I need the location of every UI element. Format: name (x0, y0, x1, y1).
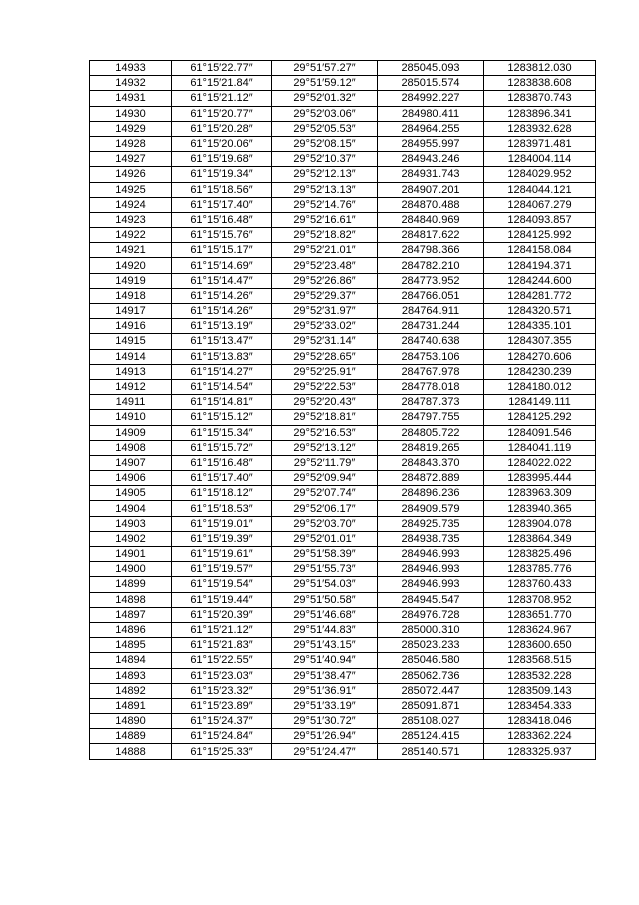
point-number-cell: 14913 (90, 364, 172, 379)
latitude-cell: 61°15′14.26″ (172, 304, 272, 319)
latitude-cell: 61°15′17.40″ (172, 471, 272, 486)
x-coordinate-cell: 284925.735 (378, 516, 484, 531)
latitude-cell: 61°15′24.37″ (172, 714, 272, 729)
latitude-cell: 61°15′14.47″ (172, 273, 272, 288)
latitude-cell: 61°15′19.54″ (172, 577, 272, 592)
x-coordinate-cell: 284778.018 (378, 379, 484, 394)
x-coordinate-cell: 284817.622 (378, 228, 484, 243)
x-coordinate-cell: 285091.871 (378, 698, 484, 713)
x-coordinate-cell: 285045.093 (378, 61, 484, 76)
y-coordinate-cell: 1283971.481 (484, 136, 596, 151)
longitude-cell: 29°51′24.47″ (272, 744, 378, 759)
point-number-cell: 14910 (90, 410, 172, 425)
y-coordinate-cell: 1284335.101 (484, 319, 596, 334)
point-number-cell: 14926 (90, 167, 172, 182)
table-row (90, 622, 596, 637)
longitude-cell: 29°52′09.94″ (272, 471, 378, 486)
y-coordinate-cell: 1283362.224 (484, 729, 596, 744)
longitude-cell: 29°51′57.27″ (272, 61, 378, 76)
y-coordinate-cell: 1283418.046 (484, 714, 596, 729)
latitude-cell: 61°15′20.39″ (172, 607, 272, 622)
coordinates-table-body (90, 61, 596, 760)
point-number-cell: 14889 (90, 729, 172, 744)
longitude-cell: 29°51′44.83″ (272, 622, 378, 637)
y-coordinate-cell: 1283838.608 (484, 76, 596, 91)
point-number-cell: 14919 (90, 273, 172, 288)
table-row (90, 562, 596, 577)
table-row (90, 334, 596, 349)
x-coordinate-cell: 284767.978 (378, 364, 484, 379)
point-number-cell: 14920 (90, 258, 172, 273)
y-coordinate-cell: 1284067.279 (484, 197, 596, 212)
table-row (90, 395, 596, 410)
table-row (90, 471, 596, 486)
x-coordinate-cell: 284955.997 (378, 136, 484, 151)
y-coordinate-cell: 1283509.143 (484, 683, 596, 698)
latitude-cell: 61°15′14.81″ (172, 395, 272, 410)
x-coordinate-cell: 284840.969 (378, 212, 484, 227)
longitude-cell: 29°51′55.73″ (272, 562, 378, 577)
longitude-cell: 29°52′23.48″ (272, 258, 378, 273)
point-number-cell: 14893 (90, 668, 172, 683)
x-coordinate-cell: 284797.755 (378, 410, 484, 425)
table-row (90, 76, 596, 91)
point-number-cell: 14927 (90, 152, 172, 167)
point-number-cell: 14888 (90, 744, 172, 759)
y-coordinate-cell: 1283963.309 (484, 486, 596, 501)
table-row (90, 106, 596, 121)
x-coordinate-cell: 284805.722 (378, 425, 484, 440)
x-coordinate-cell: 284872.889 (378, 471, 484, 486)
y-coordinate-cell: 1284320.571 (484, 304, 596, 319)
latitude-cell: 61°15′20.77″ (172, 106, 272, 121)
y-coordinate-cell: 1283932.628 (484, 121, 596, 136)
x-coordinate-cell: 284819.265 (378, 440, 484, 455)
y-coordinate-cell: 1283995.444 (484, 471, 596, 486)
x-coordinate-cell: 284976.728 (378, 607, 484, 622)
latitude-cell: 61°15′15.34″ (172, 425, 272, 440)
y-coordinate-cell: 1283708.952 (484, 592, 596, 607)
y-coordinate-cell: 1284125.292 (484, 410, 596, 425)
longitude-cell: 29°52′20.43″ (272, 395, 378, 410)
y-coordinate-cell: 1284158.084 (484, 243, 596, 258)
latitude-cell: 61°15′18.12″ (172, 486, 272, 501)
x-coordinate-cell: 284764.911 (378, 304, 484, 319)
point-number-cell: 14924 (90, 197, 172, 212)
latitude-cell: 61°15′22.55″ (172, 653, 272, 668)
latitude-cell: 61°15′14.54″ (172, 379, 272, 394)
y-coordinate-cell: 1284022.022 (484, 455, 596, 470)
x-coordinate-cell: 284909.579 (378, 501, 484, 516)
x-coordinate-cell: 284964.255 (378, 121, 484, 136)
x-coordinate-cell: 284740.638 (378, 334, 484, 349)
point-number-cell: 14918 (90, 288, 172, 303)
table-row (90, 744, 596, 759)
y-coordinate-cell: 1283904.078 (484, 516, 596, 531)
point-number-cell: 14898 (90, 592, 172, 607)
table-row (90, 531, 596, 546)
point-number-cell: 14903 (90, 516, 172, 531)
point-number-cell: 14897 (90, 607, 172, 622)
latitude-cell: 61°15′14.26″ (172, 288, 272, 303)
coordinates-table (89, 60, 596, 760)
table-row (90, 516, 596, 531)
point-number-cell: 14916 (90, 319, 172, 334)
y-coordinate-cell: 1284281.772 (484, 288, 596, 303)
table-row (90, 197, 596, 212)
x-coordinate-cell: 285108.027 (378, 714, 484, 729)
table-row (90, 653, 596, 668)
y-coordinate-cell: 1284125.992 (484, 228, 596, 243)
table-row (90, 607, 596, 622)
longitude-cell: 29°52′14.76″ (272, 197, 378, 212)
y-coordinate-cell: 1284004.114 (484, 152, 596, 167)
table-row (90, 243, 596, 258)
x-coordinate-cell: 284870.488 (378, 197, 484, 212)
latitude-cell: 61°15′19.34″ (172, 167, 272, 182)
y-coordinate-cell: 1284270.606 (484, 349, 596, 364)
longitude-cell: 29°52′05.53″ (272, 121, 378, 136)
longitude-cell: 29°52′16.53″ (272, 425, 378, 440)
point-number-cell: 14921 (90, 243, 172, 258)
y-coordinate-cell: 1283870.743 (484, 91, 596, 106)
x-coordinate-cell: 285046.580 (378, 653, 484, 668)
y-coordinate-cell: 1283896.341 (484, 106, 596, 121)
table-row (90, 668, 596, 683)
x-coordinate-cell: 284753.106 (378, 349, 484, 364)
point-number-cell: 14925 (90, 182, 172, 197)
longitude-cell: 29°52′28.65″ (272, 349, 378, 364)
latitude-cell: 61°15′23.32″ (172, 683, 272, 698)
table-row (90, 729, 596, 744)
latitude-cell: 61°15′19.61″ (172, 547, 272, 562)
table-row (90, 486, 596, 501)
latitude-cell: 61°15′22.77″ (172, 61, 272, 76)
y-coordinate-cell: 1283454.333 (484, 698, 596, 713)
point-number-cell: 14896 (90, 622, 172, 637)
latitude-cell: 61°15′21.12″ (172, 622, 272, 637)
point-number-cell: 14904 (90, 501, 172, 516)
y-coordinate-cell: 1283785.776 (484, 562, 596, 577)
y-coordinate-cell: 1283760.433 (484, 577, 596, 592)
latitude-cell: 61°15′15.76″ (172, 228, 272, 243)
table-row (90, 592, 596, 607)
longitude-cell: 29°52′10.37″ (272, 152, 378, 167)
table-row (90, 228, 596, 243)
table-row (90, 304, 596, 319)
y-coordinate-cell: 1284194.371 (484, 258, 596, 273)
coordinates-document (89, 60, 596, 760)
latitude-cell: 61°15′14.27″ (172, 364, 272, 379)
y-coordinate-cell: 1283812.030 (484, 61, 596, 76)
x-coordinate-cell: 285023.233 (378, 638, 484, 653)
table-row (90, 683, 596, 698)
x-coordinate-cell: 284843.370 (378, 455, 484, 470)
table-row (90, 440, 596, 455)
y-coordinate-cell: 1283568.515 (484, 653, 596, 668)
latitude-cell: 61°15′15.12″ (172, 410, 272, 425)
table-row (90, 91, 596, 106)
point-number-cell: 14902 (90, 531, 172, 546)
table-row (90, 379, 596, 394)
latitude-cell: 61°15′25.33″ (172, 744, 272, 759)
table-row (90, 349, 596, 364)
x-coordinate-cell: 284731.244 (378, 319, 484, 334)
longitude-cell: 29°52′03.06″ (272, 106, 378, 121)
longitude-cell: 29°51′43.15″ (272, 638, 378, 653)
longitude-cell: 29°52′21.01″ (272, 243, 378, 258)
point-number-cell: 14922 (90, 228, 172, 243)
latitude-cell: 61°15′21.84″ (172, 76, 272, 91)
point-number-cell: 14891 (90, 698, 172, 713)
latitude-cell: 61°15′20.28″ (172, 121, 272, 136)
point-number-cell: 14908 (90, 440, 172, 455)
y-coordinate-cell: 1284180.012 (484, 379, 596, 394)
longitude-cell: 29°52′18.81″ (272, 410, 378, 425)
point-number-cell: 14928 (90, 136, 172, 151)
x-coordinate-cell: 284945.547 (378, 592, 484, 607)
longitude-cell: 29°52′26.86″ (272, 273, 378, 288)
point-number-cell: 14906 (90, 471, 172, 486)
point-number-cell: 14894 (90, 653, 172, 668)
y-coordinate-cell: 1283940.365 (484, 501, 596, 516)
table-row (90, 136, 596, 151)
table-row (90, 698, 596, 713)
longitude-cell: 29°52′01.01″ (272, 531, 378, 546)
y-coordinate-cell: 1284149.111 (484, 395, 596, 410)
latitude-cell: 61°15′21.83″ (172, 638, 272, 653)
table-row (90, 714, 596, 729)
latitude-cell: 61°15′13.47″ (172, 334, 272, 349)
table-row (90, 121, 596, 136)
table-row (90, 577, 596, 592)
y-coordinate-cell: 1284044.121 (484, 182, 596, 197)
table-row (90, 258, 596, 273)
longitude-cell: 29°51′54.03″ (272, 577, 378, 592)
latitude-cell: 61°15′16.48″ (172, 455, 272, 470)
x-coordinate-cell: 284782.210 (378, 258, 484, 273)
longitude-cell: 29°52′33.02″ (272, 319, 378, 334)
latitude-cell: 61°15′19.01″ (172, 516, 272, 531)
point-number-cell: 14892 (90, 683, 172, 698)
x-coordinate-cell: 285062.736 (378, 668, 484, 683)
y-coordinate-cell: 1283651.770 (484, 607, 596, 622)
y-coordinate-cell: 1284230.239 (484, 364, 596, 379)
table-row (90, 182, 596, 197)
table-row (90, 425, 596, 440)
longitude-cell: 29°51′58.39″ (272, 547, 378, 562)
longitude-cell: 29°52′29.37″ (272, 288, 378, 303)
x-coordinate-cell: 284896.236 (378, 486, 484, 501)
latitude-cell: 61°15′19.68″ (172, 152, 272, 167)
y-coordinate-cell: 1284041.119 (484, 440, 596, 455)
longitude-cell: 29°51′33.19″ (272, 698, 378, 713)
point-number-cell: 14900 (90, 562, 172, 577)
point-number-cell: 14905 (90, 486, 172, 501)
latitude-cell: 61°15′20.06″ (172, 136, 272, 151)
table-row (90, 152, 596, 167)
x-coordinate-cell: 284946.993 (378, 577, 484, 592)
y-coordinate-cell: 1283600.650 (484, 638, 596, 653)
latitude-cell: 61°15′13.19″ (172, 319, 272, 334)
point-number-cell: 14915 (90, 334, 172, 349)
table-row (90, 61, 596, 76)
longitude-cell: 29°52′06.17″ (272, 501, 378, 516)
longitude-cell: 29°52′13.12″ (272, 440, 378, 455)
latitude-cell: 61°15′16.48″ (172, 212, 272, 227)
longitude-cell: 29°51′26.94″ (272, 729, 378, 744)
x-coordinate-cell: 284943.246 (378, 152, 484, 167)
table-row (90, 547, 596, 562)
latitude-cell: 61°15′18.53″ (172, 501, 272, 516)
x-coordinate-cell: 285140.571 (378, 744, 484, 759)
longitude-cell: 29°51′46.68″ (272, 607, 378, 622)
table-row (90, 410, 596, 425)
longitude-cell: 29°52′12.13″ (272, 167, 378, 182)
latitude-cell: 61°15′15.17″ (172, 243, 272, 258)
point-number-cell: 14890 (90, 714, 172, 729)
y-coordinate-cell: 1284093.857 (484, 212, 596, 227)
longitude-cell: 29°51′38.47″ (272, 668, 378, 683)
longitude-cell: 29°52′16.61″ (272, 212, 378, 227)
latitude-cell: 61°15′14.69″ (172, 258, 272, 273)
longitude-cell: 29°51′59.12″ (272, 76, 378, 91)
longitude-cell: 29°52′18.82″ (272, 228, 378, 243)
x-coordinate-cell: 284798.366 (378, 243, 484, 258)
latitude-cell: 61°15′17.40″ (172, 197, 272, 212)
y-coordinate-cell: 1283532.228 (484, 668, 596, 683)
point-number-cell: 14914 (90, 349, 172, 364)
point-number-cell: 14895 (90, 638, 172, 653)
x-coordinate-cell: 284946.993 (378, 547, 484, 562)
point-number-cell: 14929 (90, 121, 172, 136)
latitude-cell: 61°15′19.44″ (172, 592, 272, 607)
point-number-cell: 14933 (90, 61, 172, 76)
longitude-cell: 29°51′30.72″ (272, 714, 378, 729)
point-number-cell: 14917 (90, 304, 172, 319)
point-number-cell: 14923 (90, 212, 172, 227)
x-coordinate-cell: 284938.735 (378, 531, 484, 546)
point-number-cell: 14909 (90, 425, 172, 440)
x-coordinate-cell: 284980.411 (378, 106, 484, 121)
table-row (90, 273, 596, 288)
latitude-cell: 61°15′23.89″ (172, 698, 272, 713)
longitude-cell: 29°52′07.74″ (272, 486, 378, 501)
latitude-cell: 61°15′21.12″ (172, 91, 272, 106)
y-coordinate-cell: 1284091.546 (484, 425, 596, 440)
x-coordinate-cell: 284766.051 (378, 288, 484, 303)
longitude-cell: 29°52′31.97″ (272, 304, 378, 319)
point-number-cell: 14911 (90, 395, 172, 410)
x-coordinate-cell: 284787.373 (378, 395, 484, 410)
longitude-cell: 29°51′40.94″ (272, 653, 378, 668)
y-coordinate-cell: 1283825.496 (484, 547, 596, 562)
x-coordinate-cell: 285000.310 (378, 622, 484, 637)
latitude-cell: 61°15′19.57″ (172, 562, 272, 577)
longitude-cell: 29°51′50.58″ (272, 592, 378, 607)
y-coordinate-cell: 1284307.355 (484, 334, 596, 349)
latitude-cell: 61°15′19.39″ (172, 531, 272, 546)
table-row (90, 319, 596, 334)
latitude-cell: 61°15′18.56″ (172, 182, 272, 197)
y-coordinate-cell: 1284029.952 (484, 167, 596, 182)
longitude-cell: 29°52′01.32″ (272, 91, 378, 106)
y-coordinate-cell: 1283864.349 (484, 531, 596, 546)
table-row (90, 501, 596, 516)
x-coordinate-cell: 285072.447 (378, 683, 484, 698)
point-number-cell: 14899 (90, 577, 172, 592)
x-coordinate-cell: 284946.993 (378, 562, 484, 577)
latitude-cell: 61°15′24.84″ (172, 729, 272, 744)
longitude-cell: 29°52′03.70″ (272, 516, 378, 531)
x-coordinate-cell: 284907.201 (378, 182, 484, 197)
table-row (90, 638, 596, 653)
point-number-cell: 14912 (90, 379, 172, 394)
longitude-cell: 29°52′25.91″ (272, 364, 378, 379)
x-coordinate-cell: 284931.743 (378, 167, 484, 182)
y-coordinate-cell: 1283624.967 (484, 622, 596, 637)
longitude-cell: 29°51′36.91″ (272, 683, 378, 698)
point-number-cell: 14901 (90, 547, 172, 562)
x-coordinate-cell: 284992.227 (378, 91, 484, 106)
longitude-cell: 29°52′11.79″ (272, 455, 378, 470)
latitude-cell: 61°15′23.03″ (172, 668, 272, 683)
point-number-cell: 14931 (90, 91, 172, 106)
x-coordinate-cell: 285015.574 (378, 76, 484, 91)
x-coordinate-cell: 285124.415 (378, 729, 484, 744)
longitude-cell: 29°52′31.14″ (272, 334, 378, 349)
longitude-cell: 29°52′13.13″ (272, 182, 378, 197)
longitude-cell: 29°52′22.53″ (272, 379, 378, 394)
longitude-cell: 29°52′08.15″ (272, 136, 378, 151)
table-row (90, 167, 596, 182)
point-number-cell: 14907 (90, 455, 172, 470)
point-number-cell: 14932 (90, 76, 172, 91)
y-coordinate-cell: 1283325.937 (484, 744, 596, 759)
table-row (90, 364, 596, 379)
table-row (90, 288, 596, 303)
point-number-cell: 14930 (90, 106, 172, 121)
x-coordinate-cell: 284773.952 (378, 273, 484, 288)
table-row (90, 212, 596, 227)
latitude-cell: 61°15′15.72″ (172, 440, 272, 455)
latitude-cell: 61°15′13.83″ (172, 349, 272, 364)
y-coordinate-cell: 1284244.600 (484, 273, 596, 288)
table-row (90, 455, 596, 470)
